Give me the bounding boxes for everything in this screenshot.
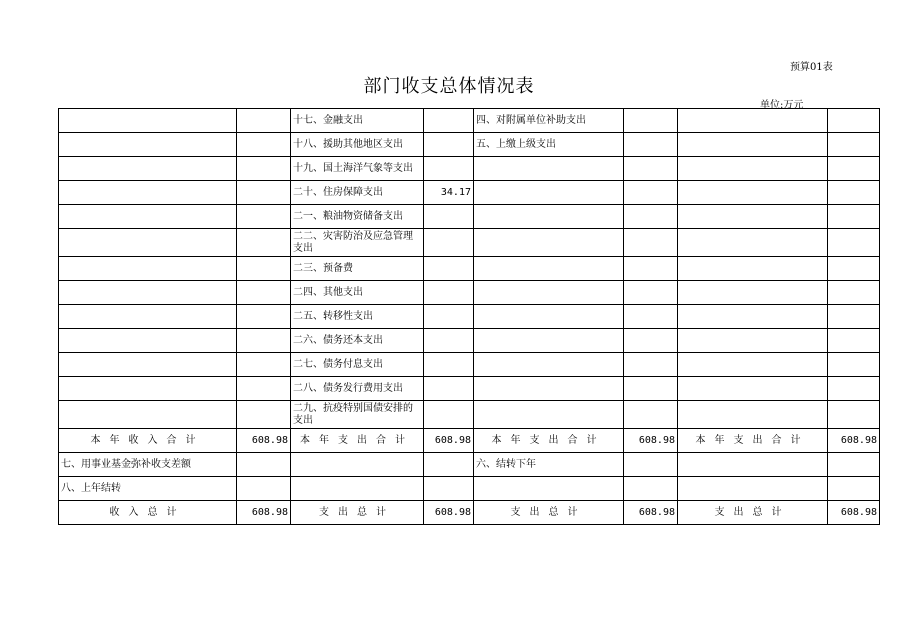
expense-item-3 bbox=[678, 257, 828, 281]
table-row bbox=[59, 453, 880, 477]
expense-item: 二一、粮油物资储备支出 bbox=[291, 205, 424, 229]
expense-amount-3 bbox=[828, 229, 880, 257]
income-item bbox=[59, 281, 237, 305]
expense-amount-2 bbox=[624, 229, 678, 257]
expense-amount-3 bbox=[828, 329, 880, 353]
expense-amount-3 bbox=[828, 133, 880, 157]
expense-amount-3 bbox=[828, 453, 880, 477]
expense-amount bbox=[424, 205, 474, 229]
income-total-label: 本年收入合计 bbox=[59, 429, 237, 453]
income-item bbox=[59, 157, 237, 181]
income-item bbox=[59, 133, 237, 157]
expense-item-3 bbox=[678, 477, 828, 501]
income-amount bbox=[237, 281, 291, 305]
income-amount bbox=[237, 305, 291, 329]
income-grand-total-label: 收入总计 bbox=[59, 501, 237, 525]
table-row bbox=[59, 205, 880, 229]
expense-grand-total-amount-3: 608.98 bbox=[828, 501, 880, 525]
income-item bbox=[59, 401, 237, 429]
expense-amount-3 bbox=[828, 181, 880, 205]
expense-item-2 bbox=[474, 257, 624, 281]
income-amount bbox=[237, 229, 291, 257]
expense-amount bbox=[424, 229, 474, 257]
expense-amount-2 bbox=[624, 109, 678, 133]
expense-item: 二八、债务发行费用支出 bbox=[291, 377, 424, 401]
expense-amount-2 bbox=[624, 453, 678, 477]
expense-item-3 bbox=[678, 401, 828, 429]
expense-item-3 bbox=[678, 229, 828, 257]
expense-amount-3 bbox=[828, 477, 880, 501]
expense-item-2 bbox=[474, 477, 624, 501]
expense-amount-2 bbox=[624, 477, 678, 501]
expense-item-2 bbox=[474, 181, 624, 205]
expense-total-label-3: 本年支出合计 bbox=[678, 429, 828, 453]
table-row bbox=[59, 281, 880, 305]
income-amount bbox=[237, 377, 291, 401]
income-item bbox=[59, 353, 237, 377]
income-amount bbox=[237, 477, 291, 501]
total-row bbox=[59, 429, 880, 453]
expense-item-3 bbox=[678, 157, 828, 181]
table-row bbox=[59, 477, 880, 501]
expense-item bbox=[291, 453, 424, 477]
unit-label: 单位:万元 bbox=[760, 100, 804, 111]
expense-amount-3 bbox=[828, 109, 880, 133]
income-item: 八、上年结转 bbox=[59, 477, 237, 501]
expense-item: 二三、预备费 bbox=[291, 257, 424, 281]
income-total-amount: 608.98 bbox=[237, 429, 291, 453]
expense-amount bbox=[424, 109, 474, 133]
form-number: 预算01表 bbox=[790, 62, 833, 73]
expense-amount bbox=[424, 305, 474, 329]
income-grand-total-amount: 608.98 bbox=[237, 501, 291, 525]
income-amount bbox=[237, 205, 291, 229]
table-row bbox=[59, 353, 880, 377]
expense-item: 十八、援助其他地区支出 bbox=[291, 133, 424, 157]
expense-item-2 bbox=[474, 353, 624, 377]
expense-item-3 bbox=[678, 133, 828, 157]
income-item bbox=[59, 257, 237, 281]
expense-amount bbox=[424, 453, 474, 477]
income-amount bbox=[237, 257, 291, 281]
expense-amount bbox=[424, 329, 474, 353]
page-title: 部门收支总体情况表 bbox=[363, 76, 535, 97]
expense-item-2 bbox=[474, 305, 624, 329]
table-row bbox=[59, 109, 880, 133]
expense-amount-3 bbox=[828, 205, 880, 229]
income-item bbox=[59, 229, 237, 257]
expense-amount-3 bbox=[828, 281, 880, 305]
expense-item-2: 六、结转下年 bbox=[474, 453, 624, 477]
expense-amount-3 bbox=[828, 257, 880, 281]
income-amount bbox=[237, 133, 291, 157]
expense-item: 十七、金融支出 bbox=[291, 109, 424, 133]
expense-item: 二九、抗疫特别国债安排的支出 bbox=[291, 401, 424, 429]
expense-amount-2 bbox=[624, 257, 678, 281]
income-item bbox=[59, 305, 237, 329]
table-row bbox=[59, 329, 880, 353]
expense-amount-2 bbox=[624, 181, 678, 205]
expense-item-2 bbox=[474, 281, 624, 305]
expense-item-3 bbox=[678, 109, 828, 133]
expense-amount-2 bbox=[624, 157, 678, 181]
expense-item: 二七、债务付息支出 bbox=[291, 353, 424, 377]
expense-amount-2 bbox=[624, 353, 678, 377]
table-row bbox=[59, 257, 880, 281]
expense-grand-total-label: 支出总计 bbox=[291, 501, 424, 525]
expense-amount-3 bbox=[828, 401, 880, 429]
table-row bbox=[59, 401, 880, 429]
table-row bbox=[59, 377, 880, 401]
expense-total-label: 本年支出合计 bbox=[291, 429, 424, 453]
table-row bbox=[59, 157, 880, 181]
expense-item: 二二、灾害防治及应急管理支出 bbox=[291, 229, 424, 257]
expense-item-2: 五、上缴上级支出 bbox=[474, 133, 624, 157]
expense-item: 二五、转移性支出 bbox=[291, 305, 424, 329]
expense-total-amount: 608.98 bbox=[424, 429, 474, 453]
expense-item-2 bbox=[474, 401, 624, 429]
expense-amount bbox=[424, 401, 474, 429]
table-row bbox=[59, 133, 880, 157]
income-amount bbox=[237, 353, 291, 377]
income-amount bbox=[237, 181, 291, 205]
expense-amount-2 bbox=[624, 377, 678, 401]
income-amount bbox=[237, 329, 291, 353]
income-item bbox=[59, 329, 237, 353]
expense-item-3 bbox=[678, 329, 828, 353]
expense-item bbox=[291, 477, 424, 501]
income-item bbox=[59, 377, 237, 401]
expense-total-label-2: 本年支出合计 bbox=[474, 429, 624, 453]
expense-grand-total-label-3: 支出总计 bbox=[678, 501, 828, 525]
expense-item-3 bbox=[678, 181, 828, 205]
income-item bbox=[59, 181, 237, 205]
expense-grand-total-amount: 608.98 bbox=[424, 501, 474, 525]
expense-item: 二六、债务还本支出 bbox=[291, 329, 424, 353]
income-amount bbox=[237, 401, 291, 429]
expense-amount-3 bbox=[828, 305, 880, 329]
expense-item-3 bbox=[678, 205, 828, 229]
expense-total-amount-3: 608.98 bbox=[828, 429, 880, 453]
expense-grand-total-amount-2: 608.98 bbox=[624, 501, 678, 525]
expense-item: 二十、住房保障支出 bbox=[291, 181, 424, 205]
expense-amount-2 bbox=[624, 281, 678, 305]
expense-item-3 bbox=[678, 305, 828, 329]
expense-grand-total-label-2: 支出总计 bbox=[474, 501, 624, 525]
expense-item-3 bbox=[678, 353, 828, 377]
expense-amount-2 bbox=[624, 329, 678, 353]
expense-amount bbox=[424, 477, 474, 501]
expense-item-3 bbox=[678, 453, 828, 477]
table-row bbox=[59, 305, 880, 329]
expense-item-2 bbox=[474, 157, 624, 181]
expense-amount-3 bbox=[828, 353, 880, 377]
expense-amount bbox=[424, 257, 474, 281]
expense-amount bbox=[424, 133, 474, 157]
expense-amount bbox=[424, 157, 474, 181]
income-item bbox=[59, 205, 237, 229]
budget-table bbox=[58, 108, 880, 525]
table-row bbox=[59, 181, 880, 205]
income-amount bbox=[237, 109, 291, 133]
table-row bbox=[59, 229, 880, 257]
expense-total-amount-2: 608.98 bbox=[624, 429, 678, 453]
expense-amount-3 bbox=[828, 157, 880, 181]
expense-item: 二四、其他支出 bbox=[291, 281, 424, 305]
expense-item-2 bbox=[474, 377, 624, 401]
income-item: 七、用事业基金弥补收支差额 bbox=[59, 453, 237, 477]
expense-item-2 bbox=[474, 229, 624, 257]
income-amount bbox=[237, 157, 291, 181]
expense-item: 十九、国土海洋气象等支出 bbox=[291, 157, 424, 181]
grand-total-row bbox=[59, 501, 880, 525]
expense-amount: 34.17 bbox=[424, 181, 474, 205]
expense-item-3 bbox=[678, 281, 828, 305]
expense-amount-2 bbox=[624, 133, 678, 157]
income-item bbox=[59, 109, 237, 133]
expense-amount bbox=[424, 281, 474, 305]
expense-item-2 bbox=[474, 329, 624, 353]
expense-item-2: 四、对附属单位补助支出 bbox=[474, 109, 624, 133]
expense-amount-3 bbox=[828, 377, 880, 401]
income-amount bbox=[237, 453, 291, 477]
expense-amount-2 bbox=[624, 205, 678, 229]
expense-amount-2 bbox=[624, 305, 678, 329]
expense-item-3 bbox=[678, 377, 828, 401]
expense-amount bbox=[424, 377, 474, 401]
expense-amount-2 bbox=[624, 401, 678, 429]
expense-item-2 bbox=[474, 205, 624, 229]
expense-amount bbox=[424, 353, 474, 377]
